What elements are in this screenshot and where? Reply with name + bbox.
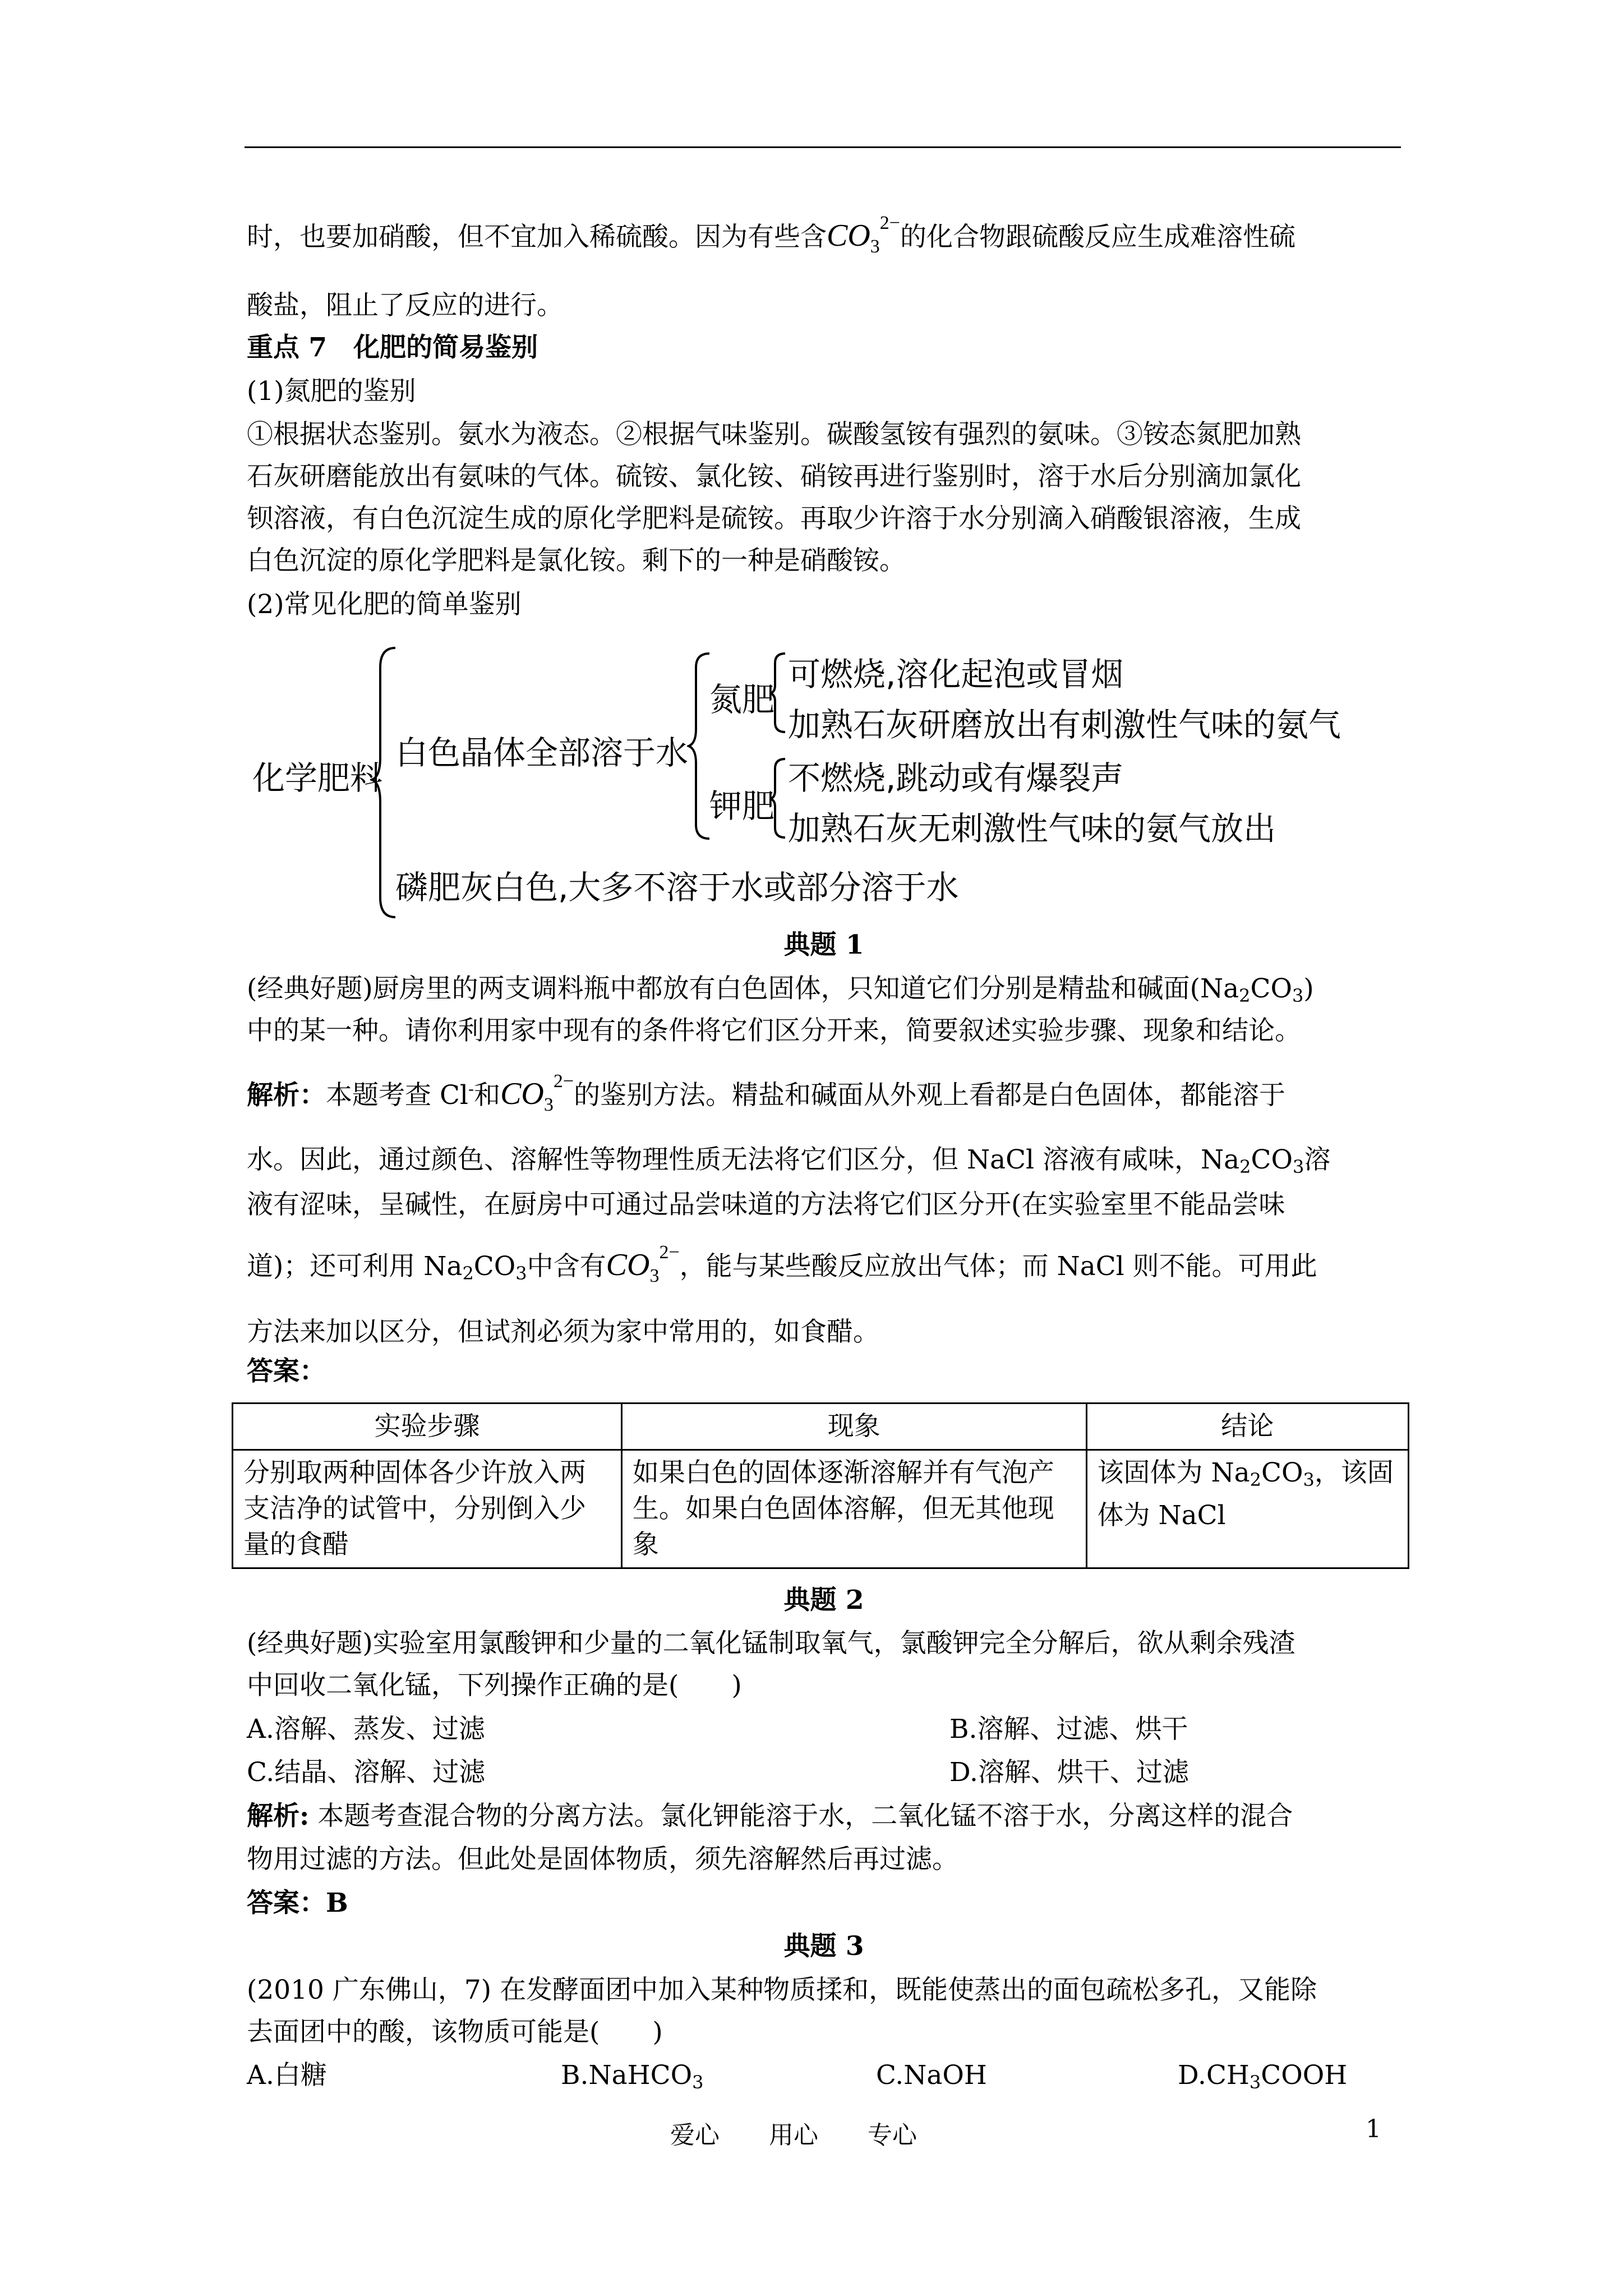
paragraph-line: ①根据状态鉴别。氨水为液态。②根据气味鉴别。碳酸氢铵有强烈的氨味。③铵态氮肥加熟 xyxy=(247,419,1301,450)
option-d: D.溶解、烘干、过滤 xyxy=(949,1757,1189,1788)
table-header: 实验步骤 xyxy=(233,1404,622,1450)
analysis-line: 液有涩味，呈碱性，在厨房中可通过品尝味道的方法将它们区分开(在实验室里不能品尝味 xyxy=(247,1189,1285,1220)
question-line: (经典好题)实验室用氯酸钾和少量的二氧化锰制取氧气，氯酸钾完全分解后，欲从剩余残渣 xyxy=(247,1628,1295,1659)
carbonate-formula: $CO_3^{2-}$ xyxy=(827,213,900,257)
question-line: 中的某一种。请你利用家中现有的条件将它们区分开来，简要叙述实验步骤、现象和结论。 xyxy=(247,1015,1301,1046)
example-title: 典题 2 xyxy=(783,1585,864,1616)
analysis-line: 水。因此，通过颜色、溶解性等物理性质无法将它们区分，但 NaCl 溶液有咸味，$Na_2CO_3$溶 xyxy=(247,1144,1331,1177)
option-d: $D.CH_3COOH$ xyxy=(1178,2060,1348,2093)
option-b: B.NaHCO$_3$ xyxy=(561,2060,704,2093)
subsection-heading: (1)氮肥的鉴别 xyxy=(247,376,416,407)
answer-table xyxy=(232,1402,1409,1569)
header-rule xyxy=(245,146,1401,148)
tree-nitrogen-1: 可燃烧,溶化起泡或冒烟 xyxy=(788,655,1124,693)
table-cell: 该固体为 $Na_2CO_3$，该固体为 NaCl xyxy=(1086,1450,1408,1568)
answer: 答案：B xyxy=(247,1888,348,1918)
example-title: 典题 3 xyxy=(783,1931,864,1962)
carbonate-formula: $CO_3^{2-}$ xyxy=(500,1071,574,1116)
table-row xyxy=(233,1450,1409,1568)
tree-phosphorus: 磷肥灰白色,大多不溶于水或部分溶于水 xyxy=(395,868,959,907)
paragraph-line: 石灰研磨能放出有氨味的气体。硫铵、氯化铵、硝铵再进行鉴别时，溶于水后分别滴加氯化 xyxy=(247,461,1301,492)
option-a: A.溶解、蒸发、过滤 xyxy=(247,1714,485,1745)
carbonate-formula: $CO_3^{2-}$ xyxy=(606,1242,680,1287)
nitrogen-brace xyxy=(768,651,791,735)
option-c: C.结晶、溶解、过滤 xyxy=(247,1757,486,1788)
analysis-line: 解析: 本题考查混合物的分离方法。氯化钾能溶于水，二氧化锰不溶于水，分离这样的混合 xyxy=(247,1801,1293,1832)
paragraph-line: 白色沉淀的原化学肥料是氯化铵。剩下的一种是硝酸铵。 xyxy=(247,545,906,576)
analysis-line: 方法来加以区分，但试剂必须为家中常用的，如食醋。 xyxy=(247,1317,879,1347)
question-line: (经典好题)厨房里的两支调料瓶中都放有白色固体，只知道它们分别是精盐和碱面$(Na_2CO_3)$ xyxy=(247,973,1314,1006)
tree-root: 化学肥料 xyxy=(252,759,383,797)
tree-potassium: 钾肥 xyxy=(709,787,775,825)
paragraph-line: 酸盐，阻止了反应的进行。 xyxy=(247,290,563,321)
subsection-heading: (2)常见化肥的简单鉴别 xyxy=(247,589,522,620)
analysis-line: 物用过滤的方法。但此处是固体物质，须先溶解然后再过滤。 xyxy=(247,1844,958,1875)
tree-white-crystal: 白色晶体全部溶于水 xyxy=(395,734,689,772)
analysis-line: 道)；还可利用 $Na_2CO_3$中含有$CO_3^{2-}$，能与某些酸反应放出气体；而 NaCl 则不能。可用此 xyxy=(247,1242,1317,1287)
tree-nitrogen-2: 加熟石灰研磨放出有刺激性气味的氨气 xyxy=(788,706,1341,744)
question-line: 去面团中的酸，该物质可能是( ) xyxy=(247,2017,663,2047)
table-header-row xyxy=(233,1404,1409,1450)
option-a: A.白糖 xyxy=(247,2060,327,2091)
answer-label: 答案： xyxy=(247,1356,326,1387)
question-line: (2010 广东佛山，7) 在发酵面团中加入某种物质揉和，既能使蒸出的面包疏松多孔，又能除 xyxy=(247,1975,1317,2005)
table-cell: 如果白色的固体逐渐溶解并有气泡产生。如果白色固体溶解，但无其他现象 xyxy=(621,1450,1086,1568)
page-number: 1 xyxy=(1366,2115,1381,2143)
tree-nitrogen: 氮肥 xyxy=(709,680,775,719)
table-header: 现象 xyxy=(621,1404,1086,1450)
example-title: 典题 1 xyxy=(783,930,864,960)
paragraph-line: 钡溶液，有白色沉淀生成的原化学肥料是硫铵。再取少许溶于水分别滴入硝酸银溶液，生成 xyxy=(247,503,1301,534)
tree-potassium-1: 不燃烧,跳动或有爆裂声 xyxy=(788,759,1124,797)
table-header: 结论 xyxy=(1086,1404,1408,1450)
option-b: B.溶解、过滤、烘干 xyxy=(949,1714,1188,1745)
analysis-line: 解析：本题考查 Cl-和$CO_3^{2-}$的鉴别方法。精盐和碱面从外观上看都是白色固体，都能溶于 xyxy=(247,1071,1286,1116)
paragraph-line: 时，也要加硝酸，但不宜加入稀硫酸。因为有些含$CO_3^{2-}$的化合物跟硫酸反应生成难溶性硫 xyxy=(247,213,1295,257)
question-line: 中回收二氧化锰，下列操作正确的是( ) xyxy=(247,1670,742,1701)
potassium-brace xyxy=(768,756,791,840)
footer-motto: 爱心 用心 专心 xyxy=(670,2121,917,2150)
section-heading: 重点 7 化肥的简易鉴别 xyxy=(247,332,538,363)
option-c: C.NaOH xyxy=(876,2060,987,2091)
tree-potassium-2: 加熟石灰无刺激性气味的氨气放出 xyxy=(788,809,1276,848)
table-cell: 分别取两种固体各少许放入两支洁净的试管中，分别倒入少量的食醋 xyxy=(233,1450,622,1568)
